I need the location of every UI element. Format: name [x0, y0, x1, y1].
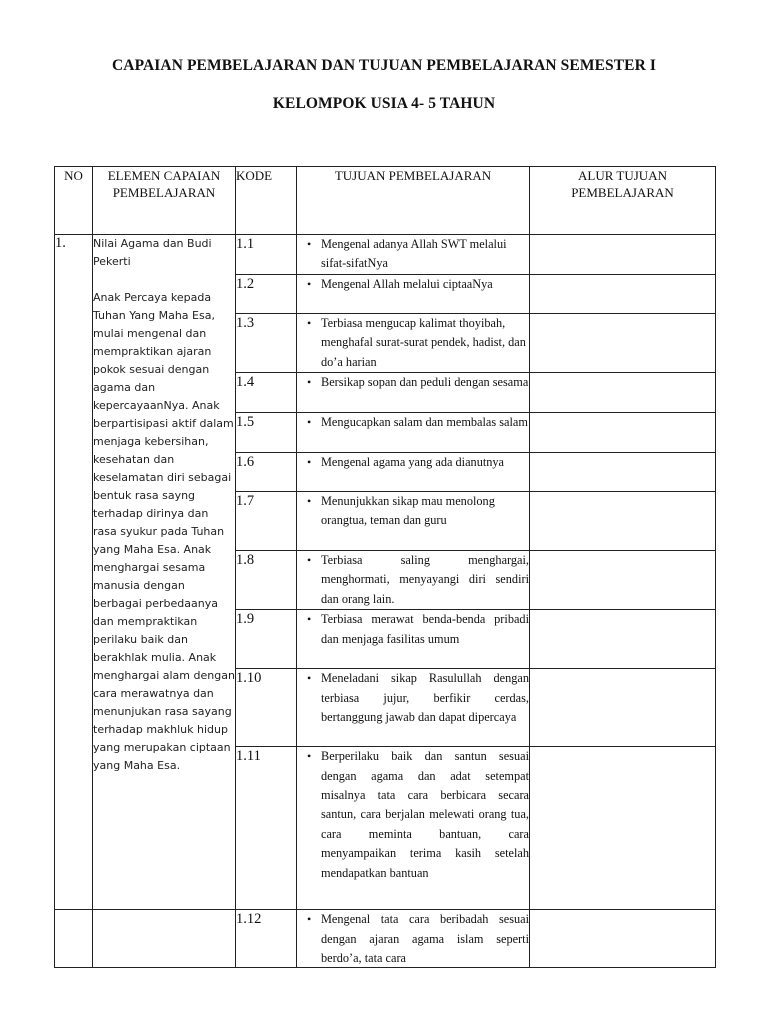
- alur-cell: [530, 551, 716, 610]
- kode-cell: 1.9: [236, 610, 297, 669]
- elemen-cell: [93, 235, 236, 910]
- tujuan-cell: [297, 274, 530, 313]
- tujuan-cell: [297, 313, 530, 372]
- tujuan-item: • Mengenal tata cara beribadah sesuai dengan ajaran agama islam seperti berdo’a, tata cara: [297, 910, 529, 967]
- tujuan-cell: [297, 235, 530, 275]
- header-elemen: ELEMEN CAPAIAN PEMBELAJARAN: [93, 167, 236, 235]
- tujuan-cell: [297, 747, 530, 910]
- header-no: NO: [55, 167, 93, 235]
- tujuan-item: • Meneladani sikap Rasulullah dengan terbiasa jujur, berfikir cerdas, bertanggung jawab dan dapat dipercaya: [297, 669, 529, 727]
- document-title: CAPAIAN PEMBELAJARAN DAN TUJUAN PEMBELAJARAN SEMESTER I: [111, 57, 657, 74]
- alur-cell: [530, 413, 716, 453]
- kode-cell: 1.10: [236, 669, 297, 747]
- kode-cell: 1.2: [236, 274, 297, 313]
- alur-cell: [530, 610, 716, 669]
- alur-cell: [530, 235, 716, 275]
- tujuan-cell: [297, 551, 530, 610]
- tujuan-item: • Mengenal adanya Allah SWT melalui sifat-sifatNya: [297, 235, 529, 274]
- kode-cell: 1.8: [236, 551, 297, 610]
- alur-cell: [530, 274, 716, 313]
- tujuan-cell: [297, 453, 530, 492]
- elemen-description: Anak Percaya kepada Tuhan Yang Maha Esa, mulai mengenal dan mempraktikan ajaran pokok sesuai dengan agama dan kepercayaanNya. Anak berpartisipasi aktif dalam menjaga kebersihan, kesehatan dan keselamatan diri sebagai bentuk rasa sayng terhadap dirinya dan rasa syukur pada Tuhan yang Maha Esa. Anak menghargai sesama manusia dengan berbagai perbedaanya dan mempraktikan perilaku baik dan berakhlak mulia. Anak menghargai alam dengan cara merawatnya dan menunjukan rasa sayang terhadap makhluk hidup yang merupakan ciptaan yang Maha Esa.: [93, 291, 235, 772]
- kode-cell: 1.5: [236, 413, 297, 453]
- alur-cell: [530, 453, 716, 492]
- alur-cell: [530, 313, 716, 372]
- kode-cell: 1.3: [236, 313, 297, 372]
- header-alur: ALUR TUJUAN PEMBELAJARAN: [530, 167, 716, 235]
- elemen-title: Nilai Agama dan Budi Pekerti: [93, 237, 212, 268]
- tujuan-cell: [297, 910, 530, 968]
- tujuan-item: • Menunjukkan sikap mau menolong orangtua, teman dan guru: [297, 492, 529, 531]
- table-row: [55, 235, 716, 275]
- alur-cell: [530, 669, 716, 747]
- tujuan-item: • Terbiasa merawat benda-benda pribadi dan menjaga fasilitas umum: [297, 610, 529, 649]
- alur-cell: [530, 747, 716, 910]
- tujuan-cell: [297, 669, 530, 747]
- header-tujuan: TUJUAN PEMBELAJARAN: [297, 167, 530, 235]
- kode-cell: 1.1: [236, 235, 297, 275]
- tujuan-item: • Berperilaku baik dan santun sesuai dengan agama dan adat setempat misalnya tata cara berbicara secara santun, cara berjalan melewati orang tua, cara meminta bantuan, cara menyampaikan terima kasih setelah mendapatkan bantuan: [297, 747, 529, 883]
- tujuan-cell: [297, 413, 530, 453]
- tujuan-cell: [297, 492, 530, 551]
- table-row: [55, 910, 716, 968]
- learning-objectives-table: [54, 166, 716, 968]
- kode-cell: 1.6: [236, 453, 297, 492]
- alur-cell: [530, 373, 716, 413]
- elemen-cell: [93, 910, 236, 968]
- kode-cell: 1.12: [236, 910, 297, 968]
- tujuan-cell: [297, 610, 530, 669]
- tujuan-item: • Terbiasa mengucap kalimat thoyibah, menghafal surat-surat pendek, hadist, dan do’a harian: [297, 314, 529, 372]
- tujuan-item: • Mengucapkan salam dan membalas salam: [297, 413, 529, 432]
- header-kode: KODE: [236, 167, 297, 235]
- table-header-row: [55, 167, 716, 235]
- row-number: 1.: [55, 235, 93, 910]
- tujuan-item: • Mengenal agama yang ada dianutnya: [297, 453, 529, 472]
- document-subtitle: KELOMPOK USIA 4- 5 TAHUN: [272, 95, 496, 112]
- alur-cell: [530, 492, 716, 551]
- alur-cell: [530, 910, 716, 968]
- kode-cell: 1.7: [236, 492, 297, 551]
- tujuan-item: • Mengenal Allah melalui ciptaaNya: [297, 275, 529, 294]
- tujuan-item: • Bersikap sopan dan peduli dengan sesama: [297, 373, 529, 392]
- tujuan-item: • Terbiasa saling menghargai, menghormati, menyayangi diri sendiri dan orang lain.: [297, 551, 529, 609]
- kode-cell: 1.4: [236, 373, 297, 413]
- tujuan-cell: [297, 373, 530, 413]
- kode-cell: 1.11: [236, 747, 297, 910]
- row-number: [55, 910, 93, 968]
